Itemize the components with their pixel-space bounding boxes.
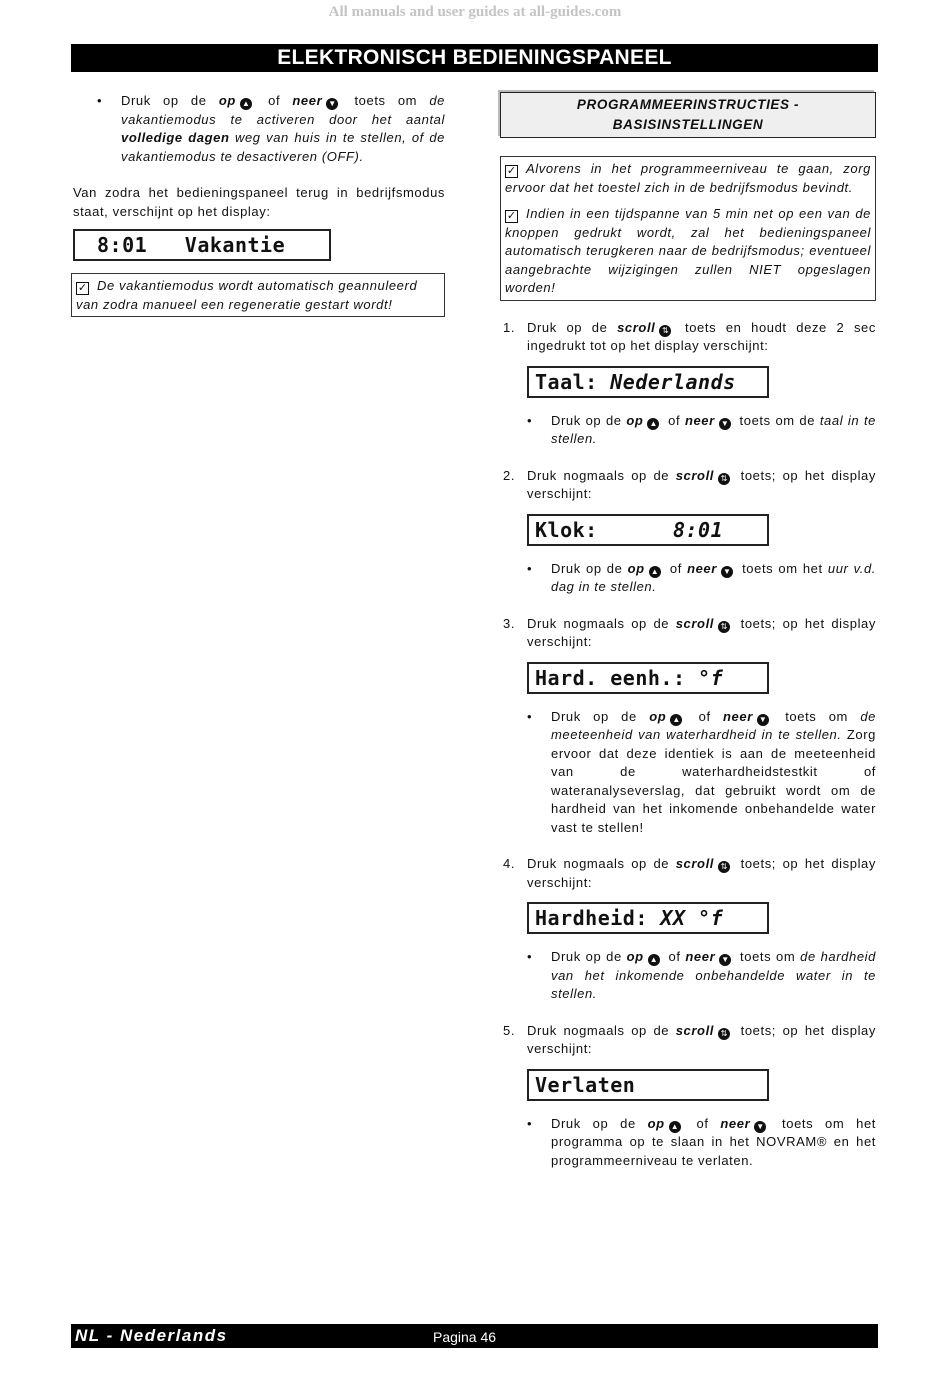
- step-4-bullet: • Druk op de op ▲ of neer ▼ toets om de hardheid van het inkomende onbehandelde water in te stellen.: [500, 948, 876, 1004]
- up-arrow-icon: ▲: [649, 566, 661, 578]
- step-3-bullet: • Druk op de op ▲ of neer ▼ toets om de meeteenheid van waterhardheid in te stellen. Zorg ervoor dat deze identiek is aan de meeteenheid van de waterhardheidstestkit of wateranalyseverslag, dat gebruikt wordt om de hardheid van het inkomende onbehandelde water vast te stellen!: [500, 708, 876, 838]
- vacation-note: ✓ De vakantiemodus wordt automatisch geannuleerd van zodra manueel een regeneratie gestart wordt!: [71, 273, 445, 317]
- step-5: 5. Druk nogmaals op de scroll ⇅ toets; op het display verschijnt:: [503, 1022, 876, 1056]
- display-exit: Verlaten: [527, 1069, 769, 1101]
- checkbox-icon: ✓: [506, 210, 517, 222]
- down-arrow-icon: ▼: [721, 566, 733, 578]
- watermark: All manuals and user guides at all-guides.com: [328, 4, 622, 20]
- down-arrow-icon: ▼: [754, 1121, 766, 1133]
- display-language: Taal: Nederlands: [527, 366, 769, 398]
- programming-notes: [500, 156, 876, 301]
- note-operating-mode: ✓ Alvorens in het programmeerniveau te gaan, zorg ervoor dat het toestel zich in de bedrijfsmodus bevindt.: [505, 161, 871, 195]
- footer-page-number: Pagina 46: [433, 1329, 497, 1345]
- up-arrow-icon: ▲: [670, 714, 682, 726]
- step-5-bullet: • Druk op de op ▲ of neer ▼ toets om het programma op te slaan in het NOVRAM® en het programmeerniveau te verlaten.: [500, 1115, 876, 1171]
- vacation-bullet: • Druk op de op ▲ of neer ▼ toets om de vakantiemodus te activeren door het aantal volledige dagen weg van huis in te stellen, of de vakantiemodus te desactiveren (OFF).: [73, 92, 445, 166]
- section-heading: PROGRAMMEERINSTRUCTIES - BASISINSTELLINGEN: [500, 92, 876, 138]
- checkbox-icon: ✓: [77, 282, 88, 294]
- step-1: 1. Druk op de scroll ⇅ toets en houdt deze 2 sec ingedrukt tot op het display verschijnt:: [503, 319, 876, 353]
- footer-language: NL - Nederlands: [75, 1326, 228, 1345]
- display-clock: Klok: 8:01: [527, 514, 769, 546]
- down-arrow-icon: ▼: [757, 714, 769, 726]
- checkbox-icon: ✓: [506, 165, 517, 177]
- up-arrow-icon: ▲: [240, 98, 252, 110]
- note-timeout: ✓ Indien in een tijdspanne van 5 min net op een van de knoppen gedrukt wordt, zal het bedieningspaneel automatisch terugkeren naar de bedrijfsmodus; eventueel aangebrachte wijzigingen zullen NIET opgeslagen worden!: [505, 206, 871, 295]
- left-column: [73, 92, 445, 317]
- display-hardness: Hardheid: XX °f: [527, 902, 769, 934]
- down-arrow-icon: ▼: [326, 98, 338, 110]
- down-arrow-icon: ▼: [719, 418, 731, 430]
- down-arrow-icon: ▼: [719, 954, 731, 966]
- scroll-icon: ⇅: [718, 861, 730, 873]
- step-4: 4. Druk nogmaals op de scroll ⇅ toets; op het display verschijnt:: [503, 856, 876, 890]
- display-hardness-unit: Hard. eenh.: °f: [527, 662, 769, 694]
- vacation-display: 8:01 Vakantie: [73, 229, 331, 261]
- step-2-bullet: • Druk op de op ▲ of neer ▼ toets om het uur v.d. dag in te stellen.: [500, 560, 876, 597]
- scroll-icon: ⇅: [718, 473, 730, 485]
- right-column: [500, 92, 876, 1170]
- scroll-icon: ⇅: [718, 621, 730, 633]
- up-arrow-icon: ▲: [669, 1121, 681, 1133]
- step-3: 3. Druk nogmaals op de scroll ⇅ toets; op het display verschijnt:: [503, 615, 876, 649]
- step-2: 2. Druk nogmaals op de scroll ⇅ toets; op het display verschijnt:: [503, 467, 876, 501]
- up-arrow-icon: ▲: [647, 418, 659, 430]
- scroll-icon: ⇅: [659, 325, 671, 337]
- return-paragraph: Van zodra het bedieningspaneel terug in bedrijfsmodus staat, verschijnt op het display:: [73, 185, 445, 219]
- step-1-bullet: • Druk op de op ▲ of neer ▼ toets om de taal in te stellen.: [500, 412, 876, 449]
- up-arrow-icon: ▲: [648, 954, 660, 966]
- scroll-icon: ⇅: [718, 1028, 730, 1040]
- page-title: ELEKTRONISCH BEDIENINGSPANEEL: [71, 44, 878, 72]
- page-footer: [71, 1324, 878, 1348]
